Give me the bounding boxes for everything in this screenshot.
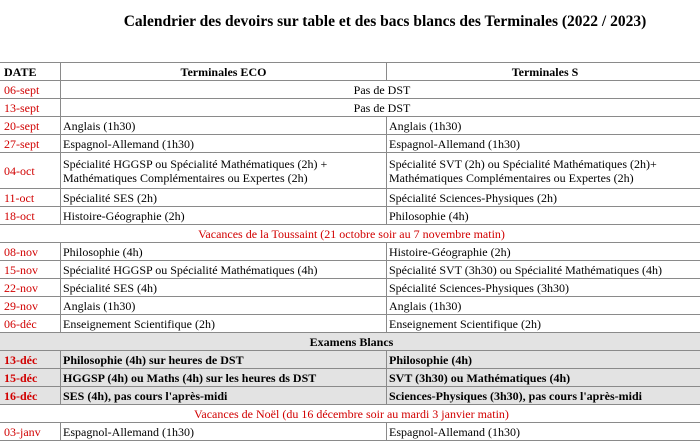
holiday-row	[0, 225, 700, 243]
s-cell: SVT (3h30) ou Mathématiques (4h)	[387, 369, 700, 387]
table-row	[0, 423, 700, 441]
table-row	[0, 261, 700, 279]
holiday-cell: Vacances de la Toussaint (21 octobre soir au 7 novembre matin)	[0, 225, 700, 243]
s-cell: Philosophie (4h)	[387, 351, 700, 369]
header-eco: Terminales ECO	[61, 63, 387, 81]
table-row	[0, 243, 700, 261]
row-date: 15-nov	[0, 261, 61, 279]
table-row	[0, 135, 700, 153]
s-cell: Spécialité SVT (2h) ou Spécialité Mathématiques (2h)+ Mathématiques Complémentaires ou Expertes (2h)	[387, 153, 700, 189]
eco-cell: Anglais (1h30)	[61, 297, 387, 315]
header-date: DATE	[0, 63, 61, 81]
row-date: 18-oct	[0, 207, 61, 225]
s-cell: Espagnol-Allemand (1h30)	[387, 423, 700, 441]
row-date: 20-sept	[0, 117, 61, 135]
row-date: 27-sept	[0, 135, 61, 153]
table-row	[0, 369, 700, 387]
row-date: 06-sept	[0, 81, 61, 99]
eco-cell: Spécialité HGGSP ou Spécialité Mathématiques (2h) + Mathématiques Complémentaires ou Expertes (2h)	[61, 153, 387, 189]
s-cell: Sciences-Physiques (3h30), pas cours l'après-midi	[387, 387, 700, 405]
s-cell: Spécialité Sciences-Physiques (3h30)	[387, 279, 700, 297]
row-date: 06-déc	[0, 315, 61, 333]
eco-cell: HGGSP (4h) ou Maths (4h) sur les heures ds DST	[61, 369, 387, 387]
table-row	[0, 351, 700, 369]
eco-cell: Espagnol-Allemand (1h30)	[61, 135, 387, 153]
row-date: 16-déc	[0, 387, 61, 405]
row-date: 13-sept	[0, 99, 61, 117]
table-row	[0, 387, 700, 405]
row-date: 29-nov	[0, 297, 61, 315]
holiday-row	[0, 405, 700, 423]
table-row	[0, 189, 700, 207]
eco-cell: Spécialité SES (4h)	[61, 279, 387, 297]
table-row	[0, 315, 700, 333]
header-s: Terminales S	[387, 63, 700, 81]
eco-cell: Espagnol-Allemand (1h30)	[61, 423, 387, 441]
table-row	[0, 81, 700, 99]
eco-cell: Philosophie (4h) sur heures de DST	[61, 351, 387, 369]
table-row	[0, 153, 700, 189]
s-cell: Espagnol-Allemand (1h30)	[387, 135, 700, 153]
eco-cell: Spécialité HGGSP ou Spécialité Mathématiques (4h)	[61, 261, 387, 279]
s-cell: Enseignement Scientifique (2h)	[387, 315, 700, 333]
s-cell: Histoire-Géographie (2h)	[387, 243, 700, 261]
table-row	[0, 207, 700, 225]
row-date: 03-janv	[0, 423, 61, 441]
s-cell: Spécialité SVT (3h30) ou Spécialité Mathématiques (4h)	[387, 261, 700, 279]
section-row	[0, 333, 700, 351]
holiday-cell: Vacances de Noël (du 16 décembre soir au mardi 3 janvier matin)	[0, 405, 700, 423]
page-title: Calendrier des devoirs sur table et des bacs blancs des Terminales (2022 / 2023)	[123, 13, 647, 30]
eco-cell: Philosophie (4h)	[61, 243, 387, 261]
row-span-cell: Pas de DST	[61, 81, 700, 99]
row-date: 13-déc	[0, 351, 61, 369]
header-row	[0, 63, 700, 81]
s-cell: Spécialité Sciences-Physiques (2h)	[387, 189, 700, 207]
s-cell: Anglais (1h30)	[387, 117, 700, 135]
row-date: 04-oct	[0, 153, 61, 189]
table-row	[0, 279, 700, 297]
section-heading: Examens Blancs	[0, 333, 700, 351]
table-row	[0, 297, 700, 315]
row-date: 08-nov	[0, 243, 61, 261]
row-date: 11-oct	[0, 189, 61, 207]
schedule-table	[0, 62, 700, 441]
s-cell: Philosophie (4h)	[387, 207, 700, 225]
row-date: 15-déc	[0, 369, 61, 387]
eco-cell: Anglais (1h30)	[61, 117, 387, 135]
table-row	[0, 99, 700, 117]
s-cell: Anglais (1h30)	[387, 297, 700, 315]
row-span-cell: Pas de DST	[61, 99, 700, 117]
row-date: 22-nov	[0, 279, 61, 297]
eco-cell: Spécialité SES (2h)	[61, 189, 387, 207]
eco-cell: Enseignement Scientifique (2h)	[61, 315, 387, 333]
eco-cell: SES (4h), pas cours l'après-midi	[61, 387, 387, 405]
table-row	[0, 117, 700, 135]
eco-cell: Histoire-Géographie (2h)	[61, 207, 387, 225]
